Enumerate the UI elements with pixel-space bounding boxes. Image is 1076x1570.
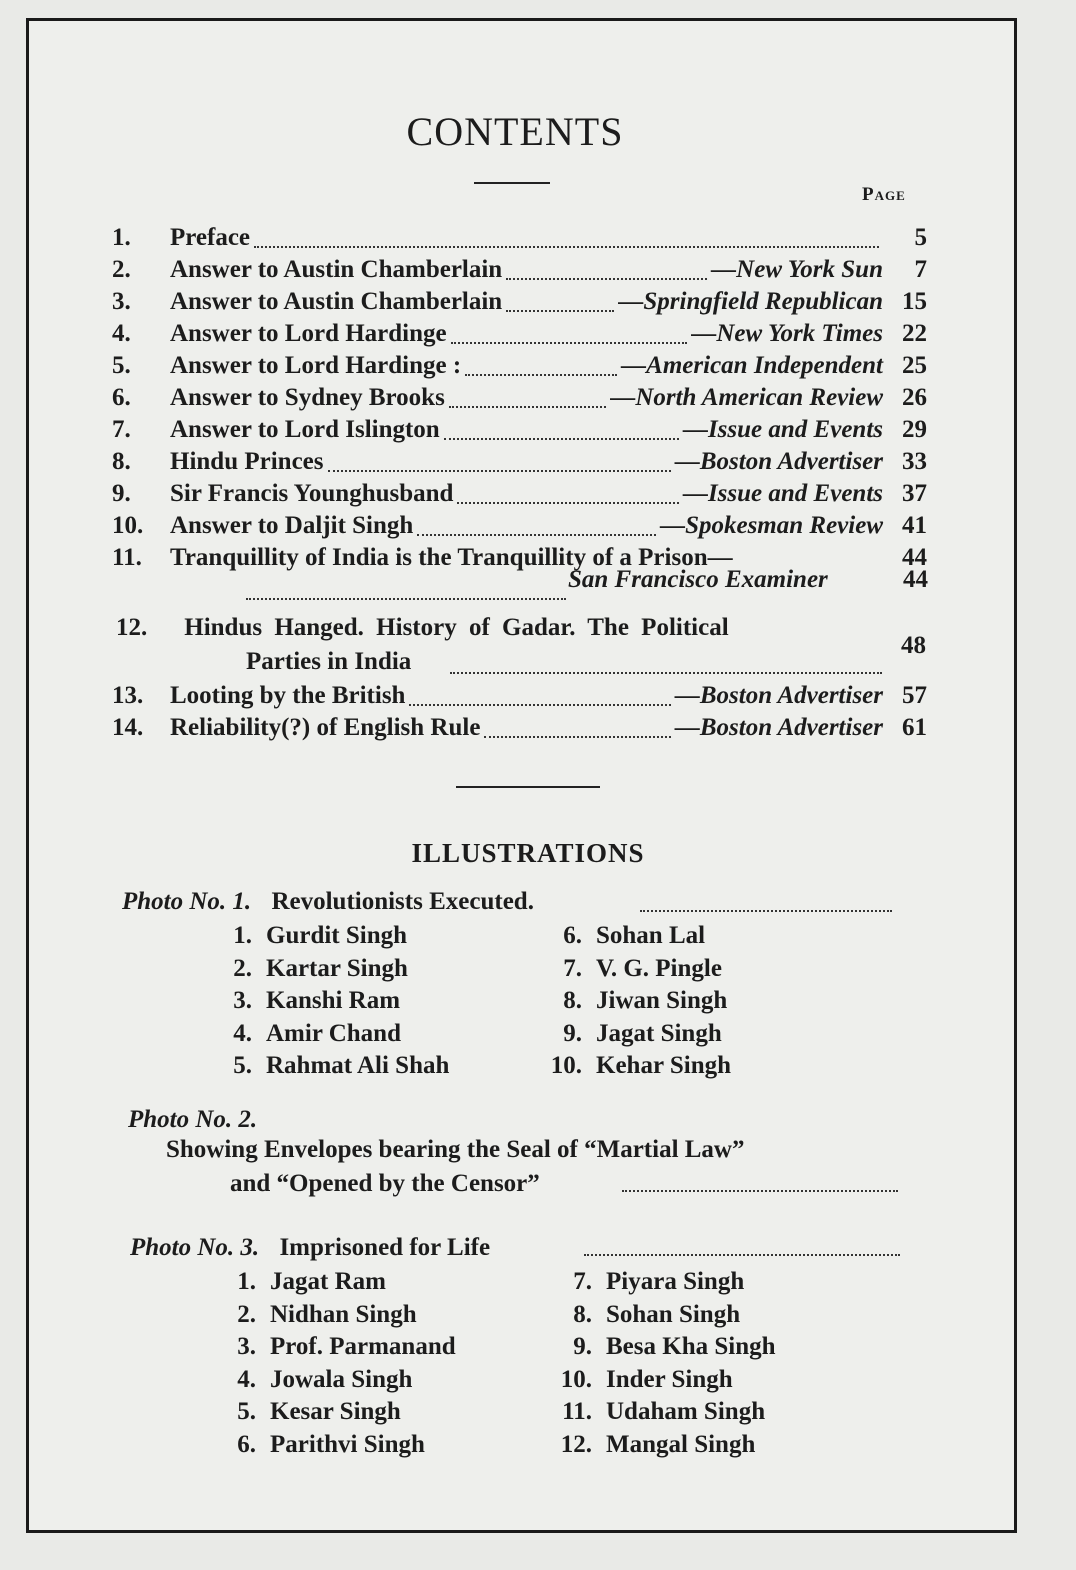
illustrations-title: ILLUSTRATIONS bbox=[411, 838, 645, 868]
toc-source: —Issue and Events bbox=[682, 416, 883, 443]
person-name: Jagat Singh bbox=[596, 1019, 722, 1047]
item-number: 12. bbox=[560, 1430, 592, 1458]
dot-leader bbox=[506, 310, 614, 312]
toc-number: 10. bbox=[112, 512, 144, 539]
toc-entry bbox=[112, 480, 927, 512]
person-name: Inder Singh bbox=[606, 1365, 733, 1393]
item-number: 8. bbox=[563, 987, 582, 1014]
toc-source: —New York Times bbox=[691, 320, 883, 347]
dot-leader bbox=[444, 438, 679, 440]
person-name: Piyara Singh bbox=[606, 1268, 745, 1295]
toc-title: Answer to Daljit Singh bbox=[170, 512, 414, 539]
toc-title: Answer to Lord Islington bbox=[170, 416, 440, 443]
dot-leader bbox=[449, 406, 606, 408]
toc-entry bbox=[112, 384, 927, 416]
person-list-item bbox=[548, 1268, 744, 1296]
person-name: Sohan Singh bbox=[606, 1300, 741, 1328]
item-number: 5. bbox=[233, 1052, 252, 1079]
person-list-item bbox=[548, 1431, 755, 1459]
toc-number: 11. bbox=[112, 544, 142, 571]
person-list-item bbox=[548, 1301, 740, 1329]
toc-page: 22 bbox=[902, 320, 927, 347]
item-number: 7. bbox=[573, 1268, 592, 1295]
item-number: 3. bbox=[237, 1333, 256, 1360]
section-divider bbox=[456, 786, 600, 788]
person-name: Mangal Singh bbox=[606, 1430, 756, 1458]
toc-title: Hindus Hanged. History of Gadar. The Political bbox=[184, 614, 729, 641]
toc-source: —Boston Advertiser bbox=[674, 714, 883, 741]
dot-leader bbox=[484, 736, 670, 738]
toc-entry bbox=[112, 256, 927, 288]
toc-number: 4. bbox=[112, 320, 131, 347]
toc-number: 3. bbox=[112, 288, 131, 315]
item-number: 9. bbox=[573, 1333, 592, 1360]
toc-number: 14. bbox=[112, 714, 144, 741]
item-number: 8. bbox=[573, 1300, 592, 1328]
toc-page: 7 bbox=[914, 256, 927, 283]
toc-title: Answer to Sydney Brooks bbox=[170, 384, 445, 411]
person-name: Gurdit Singh bbox=[266, 922, 408, 949]
toc-title: Tranquillity of India is the Tranquillity of a Prison— bbox=[170, 544, 733, 571]
toc-source: —Boston Advertiser bbox=[674, 448, 883, 475]
toc-page: 26 bbox=[902, 384, 927, 411]
toc-page: 48 bbox=[901, 632, 926, 659]
person-list-item bbox=[208, 1052, 449, 1080]
person-list-item bbox=[538, 987, 727, 1015]
item-number: 9. bbox=[563, 1019, 582, 1047]
dot-leader bbox=[246, 598, 566, 600]
person-name: Kehar Singh bbox=[596, 1052, 731, 1079]
toc-title: Hindu Princes bbox=[170, 448, 324, 475]
toc-source: —Boston Advertiser bbox=[674, 682, 883, 709]
toc-entry bbox=[112, 714, 927, 746]
dot-leader bbox=[457, 502, 679, 504]
toc-number: 13. bbox=[112, 682, 144, 709]
dot-leader bbox=[417, 534, 656, 536]
photo-2-caption-line1: Showing Envelopes bearing the Seal of “Martial Law” bbox=[166, 1136, 745, 1163]
person-name: Kanshi Ram bbox=[266, 987, 401, 1014]
toc-title: Preface bbox=[170, 224, 251, 251]
photo-label: Photo No. 2. bbox=[128, 1106, 258, 1133]
toc-entry-12-line2 bbox=[246, 648, 411, 676]
toc-entry bbox=[112, 416, 927, 448]
dot-leader bbox=[640, 910, 892, 912]
dot-leader bbox=[409, 704, 670, 706]
person-list-item bbox=[208, 1020, 401, 1048]
toc-title: Reliability(?) of English Rule bbox=[170, 714, 481, 741]
person-name: Jagat Ram bbox=[270, 1268, 386, 1295]
toc-page: 25 bbox=[902, 352, 927, 379]
item-number: 1. bbox=[233, 922, 252, 949]
item-number: 11. bbox=[562, 1398, 592, 1425]
dot-leader bbox=[506, 278, 707, 280]
title-divider bbox=[474, 182, 550, 184]
item-number: 2. bbox=[233, 954, 252, 982]
item-number: 7. bbox=[563, 954, 582, 982]
toc-source: —Springfield Republican bbox=[618, 288, 883, 315]
person-list-item bbox=[538, 1052, 731, 1080]
toc-number: 2. bbox=[112, 256, 131, 283]
toc-number: 8. bbox=[112, 448, 131, 475]
item-number: 10. bbox=[550, 1052, 582, 1079]
toc-page: 41 bbox=[902, 512, 927, 539]
person-list-item bbox=[548, 1333, 776, 1361]
person-name: Parithvi Singh bbox=[270, 1430, 425, 1458]
dot-leader bbox=[584, 1254, 900, 1256]
photo-1-heading bbox=[122, 888, 534, 916]
person-name: Kartar Singh bbox=[266, 954, 408, 982]
person-list-item bbox=[212, 1366, 412, 1394]
toc-title: Sir Francis Younghusband bbox=[170, 480, 454, 507]
toc-page: 29 bbox=[902, 416, 927, 443]
photo-caption: Revolutionists Executed. bbox=[271, 888, 534, 915]
toc-page: 57 bbox=[902, 682, 927, 709]
photo-3-heading bbox=[130, 1234, 490, 1262]
dot-leader bbox=[328, 470, 671, 472]
item-number: 10. bbox=[560, 1365, 592, 1393]
toc-page: 5 bbox=[914, 224, 927, 251]
person-name: Udaham Singh bbox=[606, 1398, 766, 1425]
dot-leader bbox=[465, 374, 617, 376]
item-number: 6. bbox=[563, 922, 582, 949]
person-list-item bbox=[538, 1020, 722, 1048]
person-name: Amir Chand bbox=[266, 1019, 401, 1047]
toc-page: 44 bbox=[903, 566, 928, 593]
photo-label: Photo No. 3. bbox=[130, 1234, 260, 1261]
toc-title: Answer to Austin Chamberlain bbox=[170, 256, 503, 283]
person-name: Jowala Singh bbox=[270, 1365, 413, 1393]
dot-leader bbox=[450, 672, 882, 674]
toc-source: San Francisco Examiner bbox=[568, 566, 828, 593]
toc-number: 1. bbox=[112, 224, 131, 251]
item-number: 1. bbox=[237, 1268, 256, 1295]
person-name: Nidhan Singh bbox=[270, 1300, 417, 1328]
person-list-item bbox=[538, 922, 705, 950]
person-list-item bbox=[548, 1398, 765, 1426]
dot-leader bbox=[451, 342, 688, 344]
item-number: 6. bbox=[237, 1430, 256, 1458]
item-number: 2. bbox=[237, 1300, 256, 1328]
person-list-item bbox=[212, 1333, 456, 1361]
person-list-item bbox=[208, 922, 407, 950]
dot-leader bbox=[622, 1190, 898, 1192]
contents-title: CONTENTS bbox=[406, 109, 624, 154]
toc-entry bbox=[112, 448, 927, 480]
toc-title: Answer to Lord Hardinge bbox=[170, 320, 447, 347]
toc-entry bbox=[112, 352, 927, 384]
photo-label: Photo No. 1. bbox=[122, 888, 252, 915]
toc-page: 33 bbox=[902, 448, 927, 475]
item-number: 4. bbox=[237, 1365, 256, 1393]
toc-title-cont: Parties in India bbox=[246, 648, 412, 675]
toc-entry-12 bbox=[116, 614, 729, 642]
person-name: Rahmat Ali Shah bbox=[266, 1052, 450, 1079]
toc-page: 44 bbox=[902, 544, 927, 571]
person-name: Sohan Lal bbox=[596, 922, 706, 949]
toc-source: —Spokesman Review bbox=[660, 512, 883, 539]
toc-number: 6. bbox=[112, 384, 131, 411]
toc-title: Answer to Lord Hardinge : bbox=[170, 352, 462, 379]
person-list-item bbox=[548, 1366, 733, 1394]
toc-number: 9. bbox=[112, 480, 131, 507]
person-list-item bbox=[208, 955, 408, 983]
toc-entry bbox=[112, 682, 927, 714]
page-column-header: Page bbox=[862, 184, 906, 205]
toc-source: —Issue and Events bbox=[682, 480, 883, 507]
toc-source: —North American Review bbox=[610, 384, 883, 411]
toc-entry bbox=[112, 512, 927, 544]
toc-title: Answer to Austin Chamberlain bbox=[170, 288, 503, 315]
person-name: Besa Kha Singh bbox=[606, 1333, 776, 1360]
toc-source: —New York Sun bbox=[711, 256, 883, 283]
person-name: V. G. Pingle bbox=[596, 954, 722, 982]
item-number: 3. bbox=[233, 987, 252, 1014]
person-name: Prof. Parmanand bbox=[270, 1333, 456, 1360]
toc-title: Looting by the British bbox=[170, 682, 406, 709]
toc-entry bbox=[112, 320, 927, 352]
person-list-item bbox=[212, 1268, 386, 1296]
photo-2-caption-line2: and “Opened by the Censor” bbox=[230, 1170, 540, 1197]
photo-caption: Imprisoned for Life bbox=[279, 1234, 491, 1261]
dot-leader bbox=[254, 246, 879, 248]
toc-entry bbox=[112, 288, 927, 320]
toc-number: 12. bbox=[116, 614, 148, 641]
person-name: Kesar Singh bbox=[270, 1398, 401, 1425]
toc-entry bbox=[112, 224, 927, 256]
person-list-item bbox=[212, 1431, 425, 1459]
toc-page: 61 bbox=[902, 714, 927, 741]
toc-number: 5. bbox=[112, 352, 131, 379]
person-list-item bbox=[208, 987, 400, 1015]
person-list-item bbox=[212, 1398, 401, 1426]
person-list-item bbox=[212, 1301, 417, 1329]
toc-number: 7. bbox=[112, 416, 131, 443]
person-list-item bbox=[538, 955, 722, 983]
item-number: 4. bbox=[233, 1019, 252, 1047]
toc-entry-11-continuation bbox=[568, 566, 928, 594]
toc-page: 15 bbox=[902, 288, 927, 315]
person-name: Jiwan Singh bbox=[596, 987, 728, 1014]
toc-page: 37 bbox=[902, 480, 927, 507]
photo-2-heading bbox=[128, 1106, 257, 1134]
toc-source: —American Independent bbox=[621, 352, 883, 379]
item-number: 5. bbox=[237, 1398, 256, 1425]
